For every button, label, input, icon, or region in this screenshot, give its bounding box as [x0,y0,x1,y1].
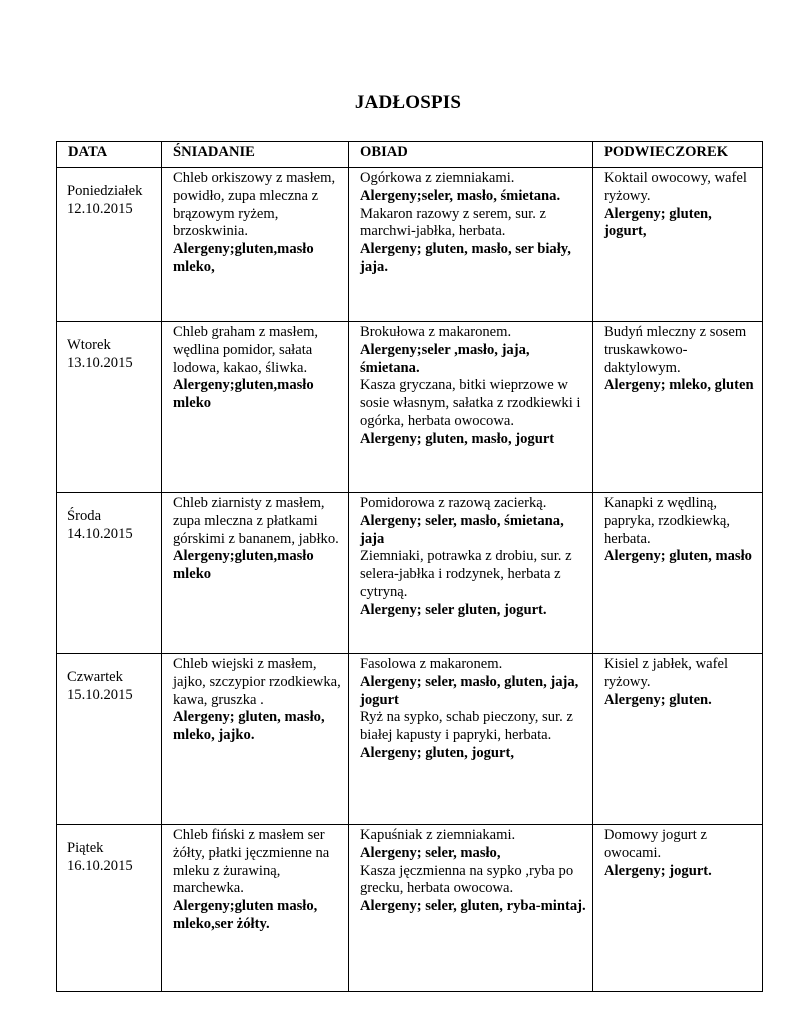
meal-text: Kanapki z wędliną, papryka, rzodkiewką, herbata. [604,495,731,547]
meal-text: Kapuśniak z ziemniakami. [360,827,516,843]
lunch-cell [349,825,593,992]
meal-text: Kasza jęczmienna na sypko ,ryba po grecku, herbata owocowa. [360,862,574,897]
header-row [57,142,763,168]
breakfast-cell [162,825,349,992]
meal-text: Ziemniaki, potrawka z drobiu, sur. z selera-jabłka i rodzynek, herbata z cytryną. [360,548,572,600]
allergens-text: Alergeny; gluten, jogurt, [604,205,712,240]
breakfast-cell [162,493,349,654]
allergens-text: Alergeny;gluten,masło mleko [173,548,314,583]
table-row [57,493,763,654]
allergens-text: Alergeny; seler, masło, gluten, jaja, jogurt [360,673,579,708]
menu-table [56,141,763,992]
breakfast-cell [162,654,349,825]
header-snack: PODWIECZOREK [593,142,763,168]
allergens-text: Alergeny;seler, masło, śmietana. [360,187,561,204]
day-date: 16.10.2015 [67,857,133,874]
allergens-text: Alergeny; gluten. [604,691,712,708]
meal-text: Kasza gryczana, bitki wieprzowe w sosie własnym, sałatka z rzodkiewki i ogórka, herbata owocowa. [360,377,581,429]
allergens-text: Alergeny;gluten masło, mleko,ser żółty. [173,898,318,932]
page-title: JADŁOSPIS [354,92,462,113]
day-name: Wtorek [67,337,111,353]
allergens-text: Alergeny; gluten, masło, mleko, jajko. [173,709,325,744]
breakfast-cell [162,168,349,322]
allergens-text: Alergeny; gluten, masło, jogurt [360,430,555,447]
meal-text: Chleb fiński z masłem ser żółty, płatki jęczmienne na mleku z żurawiną, marchewka. [173,827,330,897]
allergens-text: Alergeny; gluten, masło [604,548,752,565]
header-lunch: OBIAD [349,142,593,168]
lunch-cell [349,493,593,654]
allergens-text: Alergeny;seler ,masło, jaja, śmietana. [360,341,530,376]
meal-text: Chleb graham z masłem, wędlina pomidor, sałata lodowa, kakao, śliwka. [173,324,319,376]
day-name: Piątek [67,840,104,856]
meal-text: Pomidorowa z razową zacierką. [360,495,547,511]
date-cell [57,168,162,322]
allergens-text: Alergeny; jogurt. [604,862,712,879]
meal-text: Fasolowa z makaronem. [360,656,503,672]
lunch-cell [349,654,593,825]
snack-cell [593,168,763,322]
day-date: 13.10.2015 [67,354,133,371]
allergens-text: Alergeny; gluten, jogurt, [360,744,515,761]
meal-text: Chleb orkiszowy z masłem, powidło, zupa mleczna z brązowym ryżem, brzoskwinia. [173,170,336,240]
allergens-text: Alergeny; seler, masło, [360,844,501,861]
meal-text: Brokułowa z makaronem. [360,324,512,340]
meal-text: Ryż na sypko, schab pieczony, sur. z białej kapusty i papryki, herbata. [360,709,573,744]
day-name: Środa [67,508,102,524]
date-cell [57,654,162,825]
header-breakfast: ŚNIADANIE [162,142,349,168]
meal-text: Domowy jogurt z owocami. [604,827,707,861]
meal-text: Makaron razowy z serem, sur. z marchwi-jabłka, herbata. [360,205,546,240]
table-row [57,825,763,992]
allergens-text: Alergeny; seler gluten, jogurt. [360,601,547,618]
allergens-text: Alergeny; seler, masło, śmietana, jaja [360,512,564,547]
meal-text: Koktail owocowy, wafel ryżowy. [604,170,747,204]
table-row [57,168,763,322]
snack-cell [593,322,763,493]
snack-cell [593,493,763,654]
meal-text: Kisiel z jabłek, wafel ryżowy. [604,656,728,690]
meal-text: Chleb wiejski z masłem, jajko, szczypior rzodkiewka, kawa, gruszka . [173,656,341,708]
snack-cell [593,825,763,992]
allergens-text: Alergeny;gluten,masło mleko [173,377,314,412]
lunch-cell [349,322,593,493]
day-name: Czwartek [67,669,123,685]
date-cell [57,322,162,493]
allergens-text: Alergeny; seler, gluten, ryba-mintaj. [360,898,586,915]
day-date: 15.10.2015 [67,686,133,703]
date-cell [57,493,162,654]
day-date: 14.10.2015 [67,525,133,542]
meal-text: Budyń mleczny z sosem truskawkowo-daktylowym. [604,324,747,376]
lunch-cell [349,168,593,322]
header-date: DATA [57,142,162,168]
day-date: 12.10.2015 [67,200,133,217]
date-cell [57,825,162,992]
allergens-text: Alergeny; gluten, masło, ser biały, jaja. [360,241,571,275]
day-name: Poniedziałek [67,183,143,199]
table-row [57,322,763,493]
meal-text: Chleb ziarnisty z masłem, zupa mleczna z płatkami górskimi z bananem, jabłko. [173,495,339,547]
allergens-text: Alergeny; mleko, gluten [604,377,754,394]
breakfast-cell [162,322,349,493]
table-row [57,654,763,825]
meal-text: Ogórkowa z ziemniakami. [360,170,515,186]
allergens-text: Alergeny;gluten,masło mleko, [173,241,314,275]
snack-cell [593,654,763,825]
